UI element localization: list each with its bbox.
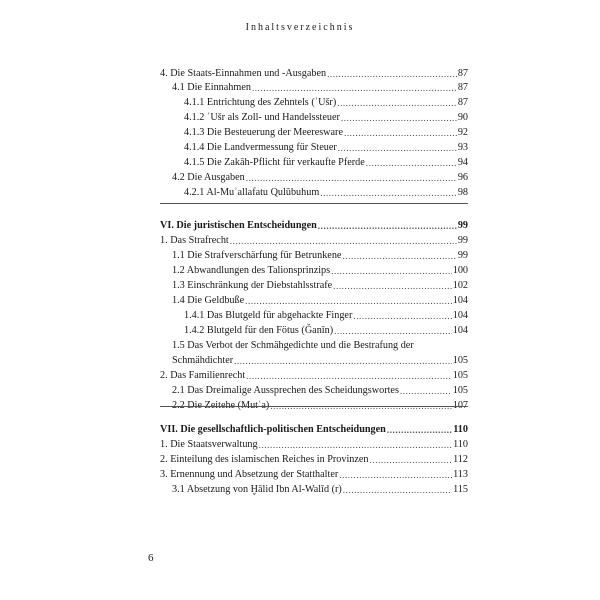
toc-entry-page: 104 <box>452 295 468 306</box>
toc-entry-title: 4.1 Die Einnahmen <box>172 82 251 93</box>
toc-entry-page: 96 <box>457 172 468 183</box>
toc-entry-title: 1.5 Das Verbot der Schmähgedichte und die Bestrafung der <box>172 340 414 351</box>
toc-leader-dots <box>370 454 453 466</box>
toc-leader-dots <box>341 112 457 124</box>
toc-leader-dots <box>400 385 452 397</box>
toc-leader-dots <box>339 469 452 481</box>
toc-entry-title: 1. Die Staatsverwaltung <box>160 439 258 450</box>
toc-entry <box>172 293 468 307</box>
toc-entry-title: 3. Ernennung und Absetzung der Statthalter <box>160 469 339 480</box>
page-number: 6 <box>148 552 154 564</box>
toc-entry-title: Schmähdichter <box>172 355 234 366</box>
toc-entry <box>172 338 468 352</box>
toc-entry-page: 110 <box>453 439 468 450</box>
toc-leader-dots <box>230 235 457 247</box>
toc-entry-page: 94 <box>457 157 468 168</box>
toc-leader-dots <box>342 250 456 262</box>
toc-entry-title: 3.1 Absetzung von Ḫālid Ibn Al-Walīd (r) <box>172 484 342 495</box>
toc-entry-title: 4.1.1 Entrichtung des Zehntels (ʿUšr) <box>184 97 337 108</box>
toc-entry <box>160 422 468 436</box>
toc-entry-title: 4.1.5 Die Zakāh-Pflicht für verkaufte Pferde <box>184 157 365 168</box>
toc-entry-page: 113 <box>453 469 468 480</box>
toc-entry <box>160 437 468 451</box>
toc-entry-page: 99 <box>457 220 468 231</box>
toc-entry-title: VII. Die gesellschaftlich-politischen Entscheidungen <box>160 424 386 435</box>
toc-leader-dots <box>334 325 452 337</box>
toc-entry-page: 102 <box>452 280 468 291</box>
toc-entry <box>184 155 468 169</box>
toc-leader-dots <box>234 355 452 367</box>
toc-leader-dots <box>245 295 452 307</box>
toc-leader-dots <box>252 82 457 94</box>
toc-leader-dots <box>318 220 457 232</box>
toc-entry <box>172 398 468 412</box>
toc-entry <box>160 467 468 481</box>
toc-entry-title: 1.1 Die Strafverschärfung für Betrunkene <box>172 250 342 261</box>
toc-entry-page: 87 <box>457 97 468 108</box>
toc-entry-page: 99 <box>457 250 468 261</box>
toc-entry-page: 92 <box>457 127 468 138</box>
toc-leader-dots <box>320 187 457 199</box>
toc-entry <box>184 110 468 124</box>
toc-entry-title: 1.4 Die Geldbuße <box>172 295 245 306</box>
toc-entry-title: 4.1.3 Die Besteuerung der Meeresware <box>184 127 343 138</box>
toc-entry <box>184 323 468 337</box>
toc-entry-page: 115 <box>453 484 468 495</box>
toc-entry-page: 100 <box>452 265 468 276</box>
toc-entry <box>172 482 468 496</box>
toc-entry-page: 105 <box>452 370 468 381</box>
toc-entry-title: 2. Das Familienrecht <box>160 370 246 381</box>
toc-entry-title: 4.2.1 Al-Muʾallafatu Qulūbuhum <box>184 187 320 198</box>
toc-entry-title: 2.2 Die Zeitehe (Mutʿa) <box>172 400 270 411</box>
toc-leader-dots <box>331 265 452 277</box>
toc-entry <box>172 353 468 367</box>
toc-leader-dots <box>366 157 457 169</box>
toc-entry-title: 1. Das Strafrecht <box>160 235 229 246</box>
toc-entry <box>184 308 468 322</box>
toc-entry <box>184 125 468 139</box>
toc-entry-page: 105 <box>452 355 468 366</box>
toc-entry <box>160 218 468 232</box>
toc-leader-dots <box>327 68 457 80</box>
toc-leader-dots <box>344 127 457 139</box>
toc-leader-dots <box>259 439 452 451</box>
toc-entry <box>160 233 468 247</box>
toc-entry-title: 1.2 Abwandlungen des Talionsprinzips <box>172 265 331 276</box>
toc-entry <box>172 278 468 292</box>
toc-leader-dots <box>246 370 452 382</box>
toc-leader-dots <box>337 97 457 109</box>
toc-entry-page: 87 <box>457 82 468 93</box>
toc-leader-dots <box>387 424 452 436</box>
toc-entry-page: 87 <box>457 68 468 79</box>
toc-entry-page: 99 <box>457 235 468 246</box>
toc-entry <box>172 263 468 277</box>
toc-entry-title: 1.3 Einschränkung der Diebstahlsstrafe <box>172 280 333 291</box>
toc-entry-title: 4.2 Die Ausgaben <box>172 172 245 183</box>
toc-entry <box>172 80 468 94</box>
toc-leader-dots <box>343 484 452 496</box>
toc-entry <box>172 383 468 397</box>
toc-entry-page: 104 <box>452 325 468 336</box>
toc-entry-page: 112 <box>453 454 468 465</box>
toc-entry-title: 1.4.2 Blutgeld für den Fötus (Ǧanīn) <box>184 325 334 336</box>
toc-entry-title: 1.4.1 Das Blutgeld für abgehackte Finger <box>184 310 353 321</box>
toc-leader-dots <box>333 280 452 292</box>
toc-entry <box>160 368 468 382</box>
toc-entry-page: 93 <box>457 142 468 153</box>
toc-entry <box>184 140 468 154</box>
toc-entry-title: 4.1.2 ʿUšr als Zoll- und Handelssteuer <box>184 112 340 123</box>
toc-entry <box>184 95 468 109</box>
toc-entry-page: 105 <box>452 385 468 396</box>
toc-leader-dots <box>338 142 457 154</box>
toc-entry <box>172 170 468 184</box>
toc-entry-page: 104 <box>452 310 468 321</box>
toc-entry-page: 98 <box>457 187 468 198</box>
toc-entry-title: VI. Die juristischen Entscheidungen <box>160 220 317 231</box>
running-head: Inhaltsverzeichnis <box>245 22 355 33</box>
toc-entry-page: 110 <box>453 424 468 435</box>
toc-leader-dots <box>246 172 457 184</box>
toc-entry <box>160 66 468 80</box>
toc-entry-title: 4. Die Staats-Einnahmen und -Ausgaben <box>160 68 327 79</box>
toc-entry-title: 4.1.4 Die Landvermessung für Steuer <box>184 142 337 153</box>
toc-leader-dots <box>353 310 451 322</box>
toc-entry-title: 2. Einteilung des islamischen Reiches in Provinzen <box>160 454 369 465</box>
toc-entry-title: 2.1 Das Dreimalige Aussprechen des Scheidungswortes <box>172 385 399 396</box>
toc-entry-page: 90 <box>457 112 468 123</box>
toc-entry <box>160 452 468 466</box>
toc-entry-page: 107 <box>452 400 468 411</box>
section-divider <box>160 406 468 407</box>
section-divider <box>160 203 468 204</box>
toc-entry <box>184 185 468 199</box>
toc-entry <box>172 248 468 262</box>
